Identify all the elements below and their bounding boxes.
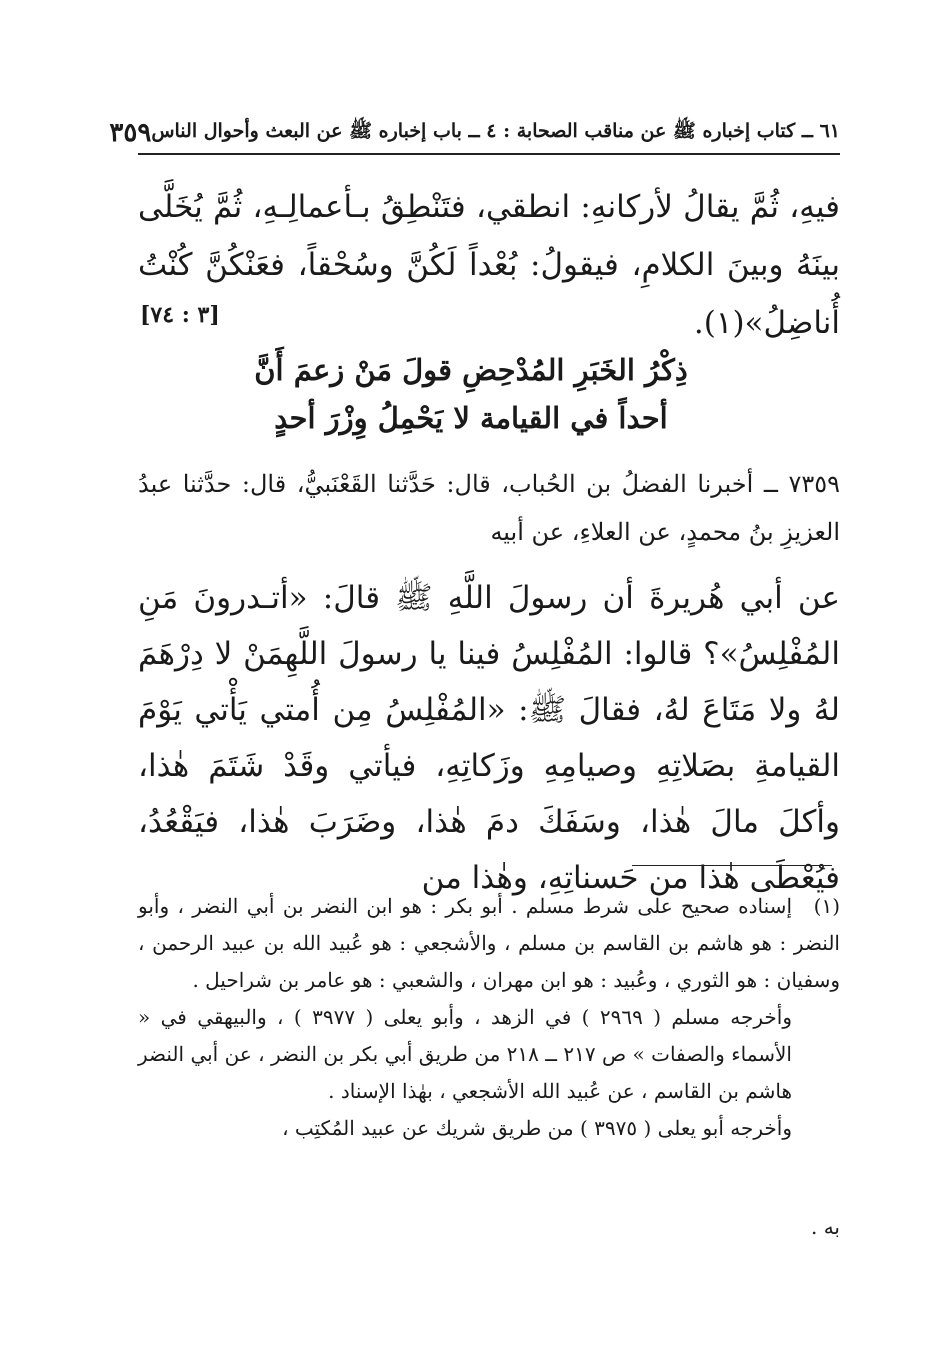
footnote-paragraph-2: وأخرجه مسلم ( ٢٩٦٩ ) في الزهد ، وأبو يعلى ( ٣٩٧٧ ) ، والبيهقي في « الأسماء والصفات » ص ٢١٧ ــ ٢١٨ من طريق أبي بكر بن النضر ، عن أبي النضر هاشم بن القاسم ، عن عُبيد الله الأشجعي ، بهٰذا الإسناد .: [138, 1005, 792, 1103]
page-header: [109, 113, 840, 155]
continuation-paragraph: فيهِ، ثُمَّ يقالُ لأركانهِ: انطقي، فتَنْطِقُ بـأعمالِـهِ، ثُمَّ يُخَلَّى بينَهُ وبينَ الكلامِ، فيقولُ: بُعْداً لَكُنَّ وسُحْقاً، فعَنْكُنَّ كُنْتُ أُناضِلُ»(١).: [138, 189, 840, 341]
footnote-divider: [632, 865, 832, 866]
footnote-number: (١): [813, 894, 840, 918]
page-number: ٣٥٩: [109, 118, 152, 148]
footnote-text-1: إسناده صحيح على شرط مسلم . أبو بكر : هو ابن النضر بن أبي النضر ، وأبو النضر : هو هاشم بن القاسم بن مسلم ، والأشجعي : هو عُبيد الله بن عبيد الرحمن ، وسفيان : هو الثوري ، وعُبيد : هو ابن مهران ، والشعبي : هو عامر بن شراحيل .: [138, 894, 840, 992]
reference-citation: [٣ : ٧٤]: [140, 302, 220, 328]
section-heading: [200, 346, 742, 442]
heading-line-2: أحداً في القيامة لا يَحْمِلُ وِزْرَ أحدٍ: [274, 401, 668, 435]
footnote-paragraph-1: [138, 888, 840, 999]
footnote-paragraph-3: وأخرجه أبو يعلى ( ٣٩٧٥ ) من طريق شريك عن عبيد المُكتِب ،: [282, 1116, 792, 1140]
footnote: [138, 888, 840, 1147]
hadith-matn: عن أبي هُريرةَ أن رسولَ اللَّهِ ﷺ قالَ: «أتـدرونَ مَنِ المُفْلِسُ»؟ قالوا: المُفْلِسُ فينا يا رسولَ اللَّهِمَنْ لا دِرْهَمَ لهُ ولا مَتَاعَ لهُ، فقالَ ﷺ: «المُفْلِسُ مِن أُمتي يَأْتي يَوْمَ القيامةِ بصَلاتِهِ وصيامِهِ وزَكاتِهِ، فيأتي وقَدْ شَتَمَ هٰذا، وأكلَ مالَ هٰذا، وسَفَكَ دمَ هٰذا، وضَرَبَ هٰذا، فيَقْعُدُ، فيُعْطَى هٰذا من حَسناتِهِ، وهٰذا من: [138, 580, 840, 896]
hadith-isnad: ٧٣٥٩ ــ أخبرنا الفضلُ بن الحُباب، قال: حَدَّثنا القَعْنَبيُّ، قال: حدَّثنا عبدُ العزيزِ بنُ محمدٍ، عن العلاءِ، عن أبيه: [138, 470, 840, 546]
running-title: ٦١ ــ كتاب إخباره ﷺ عن مناقب الصحابة : ٤ ــ باب إخباره ﷺ عن البعث وأحوال الناس: [151, 120, 840, 142]
heading-line-1: ذِكْرُ الخَبَرِ المُدْحِضِ قولَ مَنْ زعمَ أَنَّ: [254, 353, 688, 387]
footnote-paragraph-4: به .: [810, 1215, 840, 1239]
